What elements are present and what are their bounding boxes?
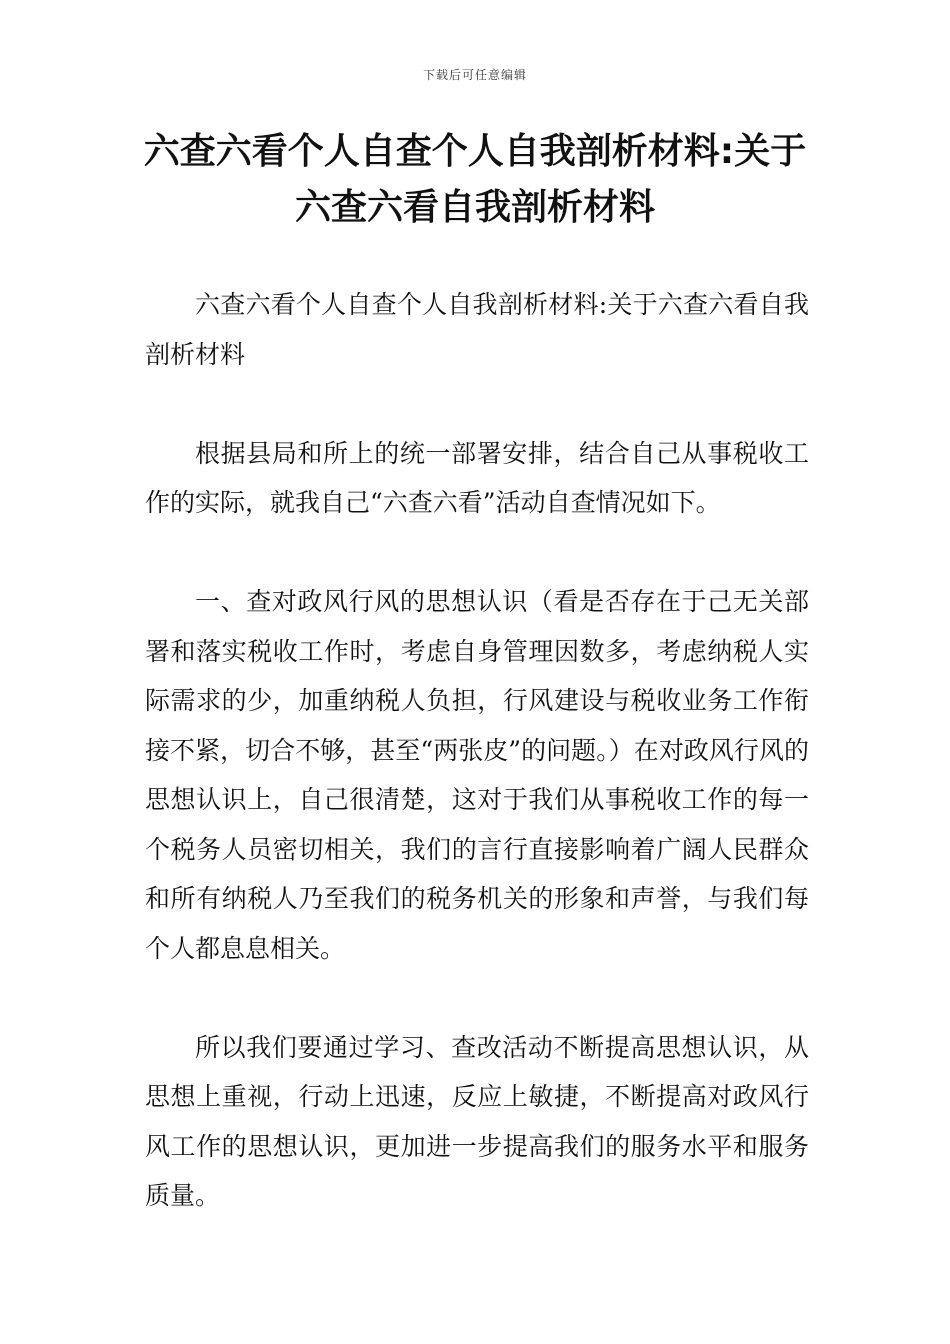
paragraph-conclusion: 所以我们要通过学习、查改活动不断提高思想认识，从思想上重视，行动上迅速，反应上敏捷，不断提高对政风行风工作的思想认识，更加进一步提高我们的服务水平和服务质量。: [145, 1032, 809, 1210]
header-note: 下载后可任意编辑: [422, 68, 527, 82]
document-title: 六查六看个人自查个人自我剖析材料:关于六查六看自我剖析材料: [143, 131, 807, 228]
paragraph-intro: 根据县局和所上的统一部署安排，结合自己从事税收工作的实际，就我自己“六查六看”活动自查情况如下。: [145, 438, 809, 517]
document-body: [145, 280, 809, 1221]
paragraph-subtitle: 六查六看个人自查个人自我剖析材料:关于六查六看自我剖析材料: [145, 290, 809, 369]
paragraph-section-one: 一、查对政风行风的思想认识（看是否存在于己无关部署和落实税收工作时，考虑自身管理因数多，考虑纳税人实际需求的少，加重纳税人负担，行风建设与税收业务工作衔接不紧，切合不够，甚至“两张皮”的问题。）在对政风行风的思想认识上，自己很清楚，这对于我们从事税收工作的每一个税务人员密切相关，我们的言行直接影响着广阔人民群众和所有纳税人乃至我们的税务机关的形象和声誉，与我们每个人都息息相关。: [145, 587, 809, 963]
